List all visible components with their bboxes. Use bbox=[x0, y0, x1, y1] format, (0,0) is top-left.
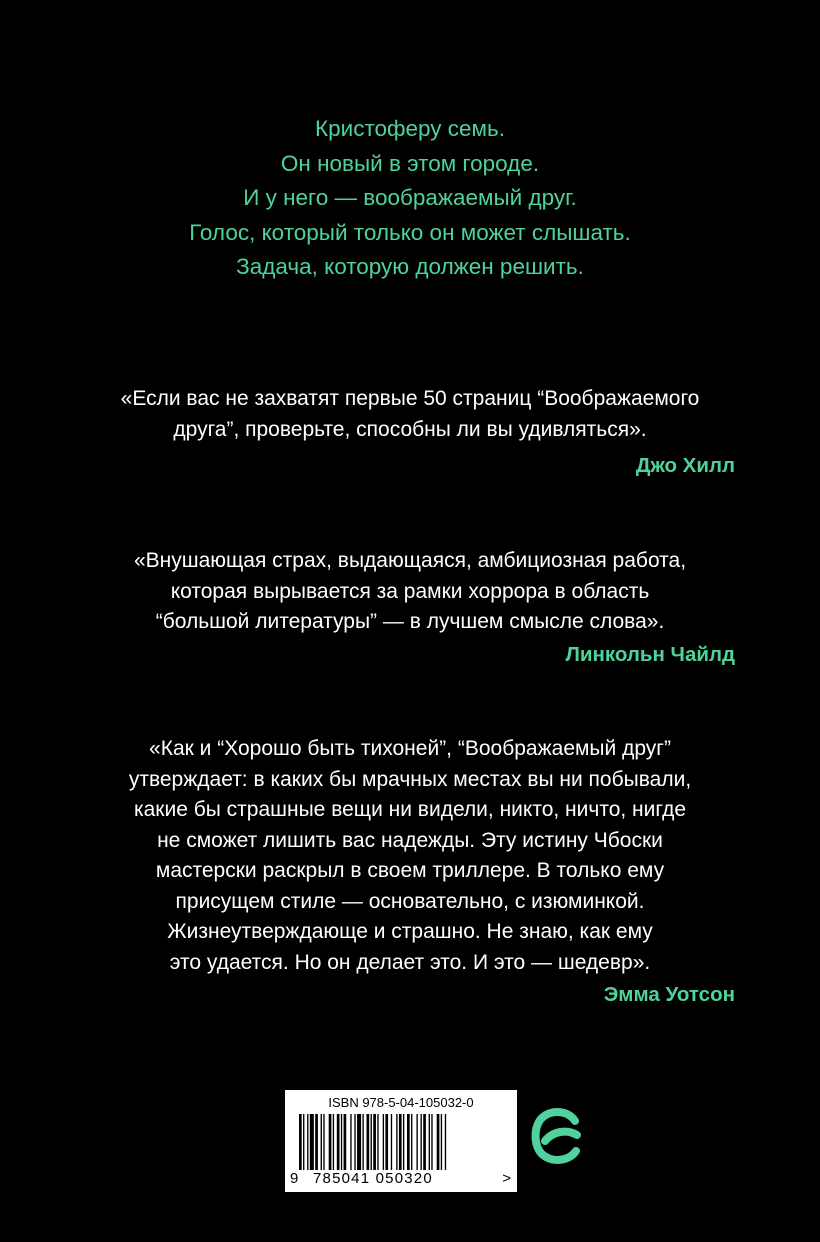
quote-line: какие бы страшные вещи ни видели, никто, ничто, нигде bbox=[133, 798, 687, 821]
barcode-bar bbox=[337, 1114, 340, 1170]
publisher-logo-icon bbox=[531, 1107, 583, 1165]
isbn-label: ISBN 978-5-04-105032-0 bbox=[328, 1095, 474, 1110]
barcode-end-mark: > bbox=[502, 1170, 511, 1187]
review-quote-3 bbox=[85, 734, 735, 1010]
quote-author: Линкольн Чайлд bbox=[565, 642, 735, 666]
quote-line: это удается. Но он делает это. И это — шедевр». bbox=[169, 950, 651, 974]
barcode-bar bbox=[377, 1114, 378, 1170]
barcode-bar bbox=[407, 1114, 410, 1170]
barcode-bar bbox=[357, 1114, 361, 1170]
barcode-bar bbox=[321, 1114, 322, 1170]
quote-line: мастерски раскрыл в своем триллере. В только ему bbox=[155, 859, 665, 882]
tagline-line: И у него — воображаемый друг. bbox=[243, 185, 577, 210]
barcode-bar bbox=[310, 1114, 314, 1170]
barcode-bar bbox=[411, 1114, 412, 1170]
barcode-bar bbox=[391, 1114, 392, 1170]
barcode-bar bbox=[344, 1114, 347, 1170]
quote-line: которая вырывается за рамки хоррора в область bbox=[170, 579, 650, 603]
quote-author: Эмма Уотсон bbox=[603, 983, 735, 1006]
barcode-bar bbox=[385, 1114, 388, 1170]
quote-author: Джо Хилл bbox=[635, 454, 735, 477]
quote-line: Жизнеутверждающе и страшно. Не знаю, как ему bbox=[167, 920, 653, 943]
barcode-bar bbox=[333, 1114, 334, 1170]
quote-line: «Если вас не захватят первые 50 страниц “Воображаемого bbox=[120, 387, 700, 410]
barcode-bar bbox=[373, 1114, 376, 1170]
barcode-first-digit: 9 bbox=[290, 1170, 299, 1187]
tagline-line: Задача, которую должен решить. bbox=[236, 254, 584, 279]
barcode-bar bbox=[421, 1114, 422, 1170]
quote-line: присущем стиле — основательно, с изюминкой. bbox=[175, 889, 645, 913]
review-quote-1 bbox=[85, 384, 735, 481]
barcode-bar bbox=[371, 1114, 372, 1170]
barcode-bar bbox=[399, 1114, 402, 1170]
barcode-bar bbox=[303, 1114, 304, 1170]
barcode-bar bbox=[403, 1114, 404, 1170]
quote-line: «Как и “Хорошо быть тихоней”, “Воображаемый друг” bbox=[149, 737, 671, 760]
barcode-bars bbox=[297, 1114, 505, 1170]
quote-line: «Внушающая страх, выдающаяся, амбициозная работа, bbox=[133, 549, 687, 572]
barcode-bar bbox=[445, 1114, 446, 1170]
barcode-bar bbox=[423, 1114, 426, 1170]
barcode-bar bbox=[431, 1114, 432, 1170]
isbn-barcode bbox=[285, 1090, 517, 1192]
barcode-bar bbox=[350, 1114, 351, 1170]
tagline-line: Голос, который только он может слышать. bbox=[189, 219, 631, 245]
barcode-bar bbox=[416, 1114, 417, 1170]
barcode-bar bbox=[437, 1114, 440, 1170]
barcode-bar bbox=[307, 1114, 308, 1170]
barcode-bar bbox=[341, 1114, 342, 1170]
barcode-bar bbox=[329, 1114, 332, 1170]
barcode-bar bbox=[323, 1114, 324, 1170]
quote-line: не сможет лишить вас надежды. Эту истину Чбоски bbox=[157, 828, 663, 852]
barcode-bar bbox=[383, 1114, 384, 1170]
barcode-bar bbox=[299, 1114, 302, 1170]
barcode-bar bbox=[315, 1114, 318, 1170]
review-quote-2 bbox=[85, 546, 735, 670]
quote-line: друга”, проверьте, способны ли вы удивляться». bbox=[173, 417, 647, 441]
barcode-bar bbox=[354, 1114, 355, 1170]
barcode-bar bbox=[429, 1114, 430, 1170]
tagline-line: Кристоферу семь. bbox=[315, 116, 505, 141]
barcode-bar bbox=[441, 1114, 442, 1170]
barcode-bar bbox=[367, 1114, 370, 1170]
barcode-main-digits: 785041 050320 bbox=[313, 1170, 433, 1187]
barcode-bar bbox=[362, 1114, 363, 1170]
quote-line: “большой литературы” — в лучшем смысле слова». bbox=[155, 610, 665, 633]
tagline-line: Он новый в этом городе. bbox=[280, 150, 540, 176]
barcode-bar bbox=[396, 1114, 397, 1170]
tagline bbox=[0, 112, 820, 285]
quote-line: утверждает: в каких бы мрачных местах вы ни побывали, bbox=[128, 767, 692, 791]
